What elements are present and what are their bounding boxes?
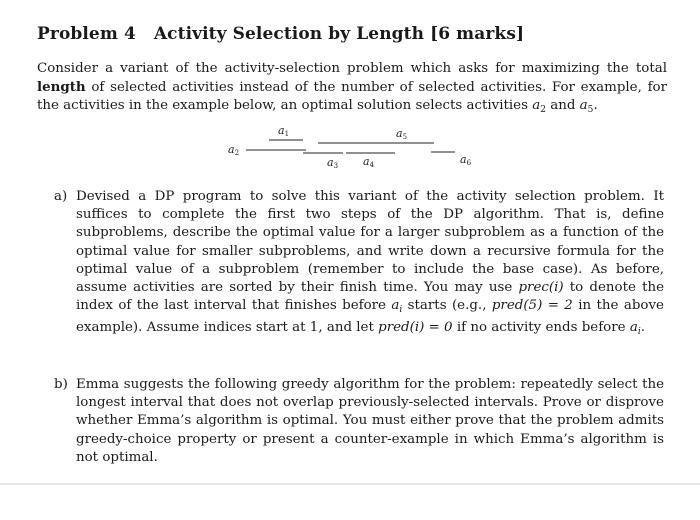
activity-ai: $a_i$ [391,298,403,316]
problem-intro: Consider a variant of the activity-selection problem which asks for maximizing the total length of selected activities instead of the number of selected activities. For example, for the activities in the example below, an optimal solution selects activities $a_2$ and $a_5$. [37,61,667,115]
part-b [54,376,664,467]
label-a1: a1 [278,124,290,138]
part-a-label: a) [54,189,68,204]
pred-base-case: pred(i) = 0 [378,320,453,336]
activity-diagram [0,120,700,180]
length-emphasis: length [37,79,86,95]
part-b-text: Emma suggests the following greedy algorithm for the problem: repeatedly select the longest interval that does not overlap previously-selected intervals. Prove or disprove whether Emma’s algorithm is optimal. You must either prove that the problem admits greedy-choice property or present a counter-example in which Emma’s algorithm is not optimal. [76,377,664,465]
activity-a2: $a_2$ [532,98,546,115]
pred-example: pred(5) = 2 [491,298,573,314]
problem-heading [37,24,524,44]
activity-ai: $a_i$ [629,320,641,338]
part-a: a) Devised a DP program to solve this variant of the activity selection problem. It suffices to complete the first two steps of the DP algorithm. That is, define subproblems, describe the optimal value for a larger subproblem as a function of the optimal value for smaller subproblems, and write down a recursive formula for the optimal value of a subproblem (remember to include the base case). As before, assume activities are sorted by their finish time. You may use prec(i) to denote the index of the last interval that finishes before $a_i$ starts (e.g., pred(5) = 2 in the above example). Assume indices start at 1, and let pred(i) = 0 if no activity ends before $a_i$. [54,189,664,338]
label-a4: a4 [363,155,375,169]
label-a3: a3 [327,156,339,170]
prec-notation: prec(i) [518,280,564,296]
label-a5: a5 [396,127,408,141]
problem-number: Problem 4 [37,24,136,44]
problem-title: Activity Selection by Length [6 marks] [153,24,525,44]
label-a2: a2 [228,143,240,157]
activity-a5: $a_5$ [579,98,594,115]
label-a6: a6 [460,153,472,167]
page-divider [0,483,700,485]
part-b-label: b) [54,377,68,392]
